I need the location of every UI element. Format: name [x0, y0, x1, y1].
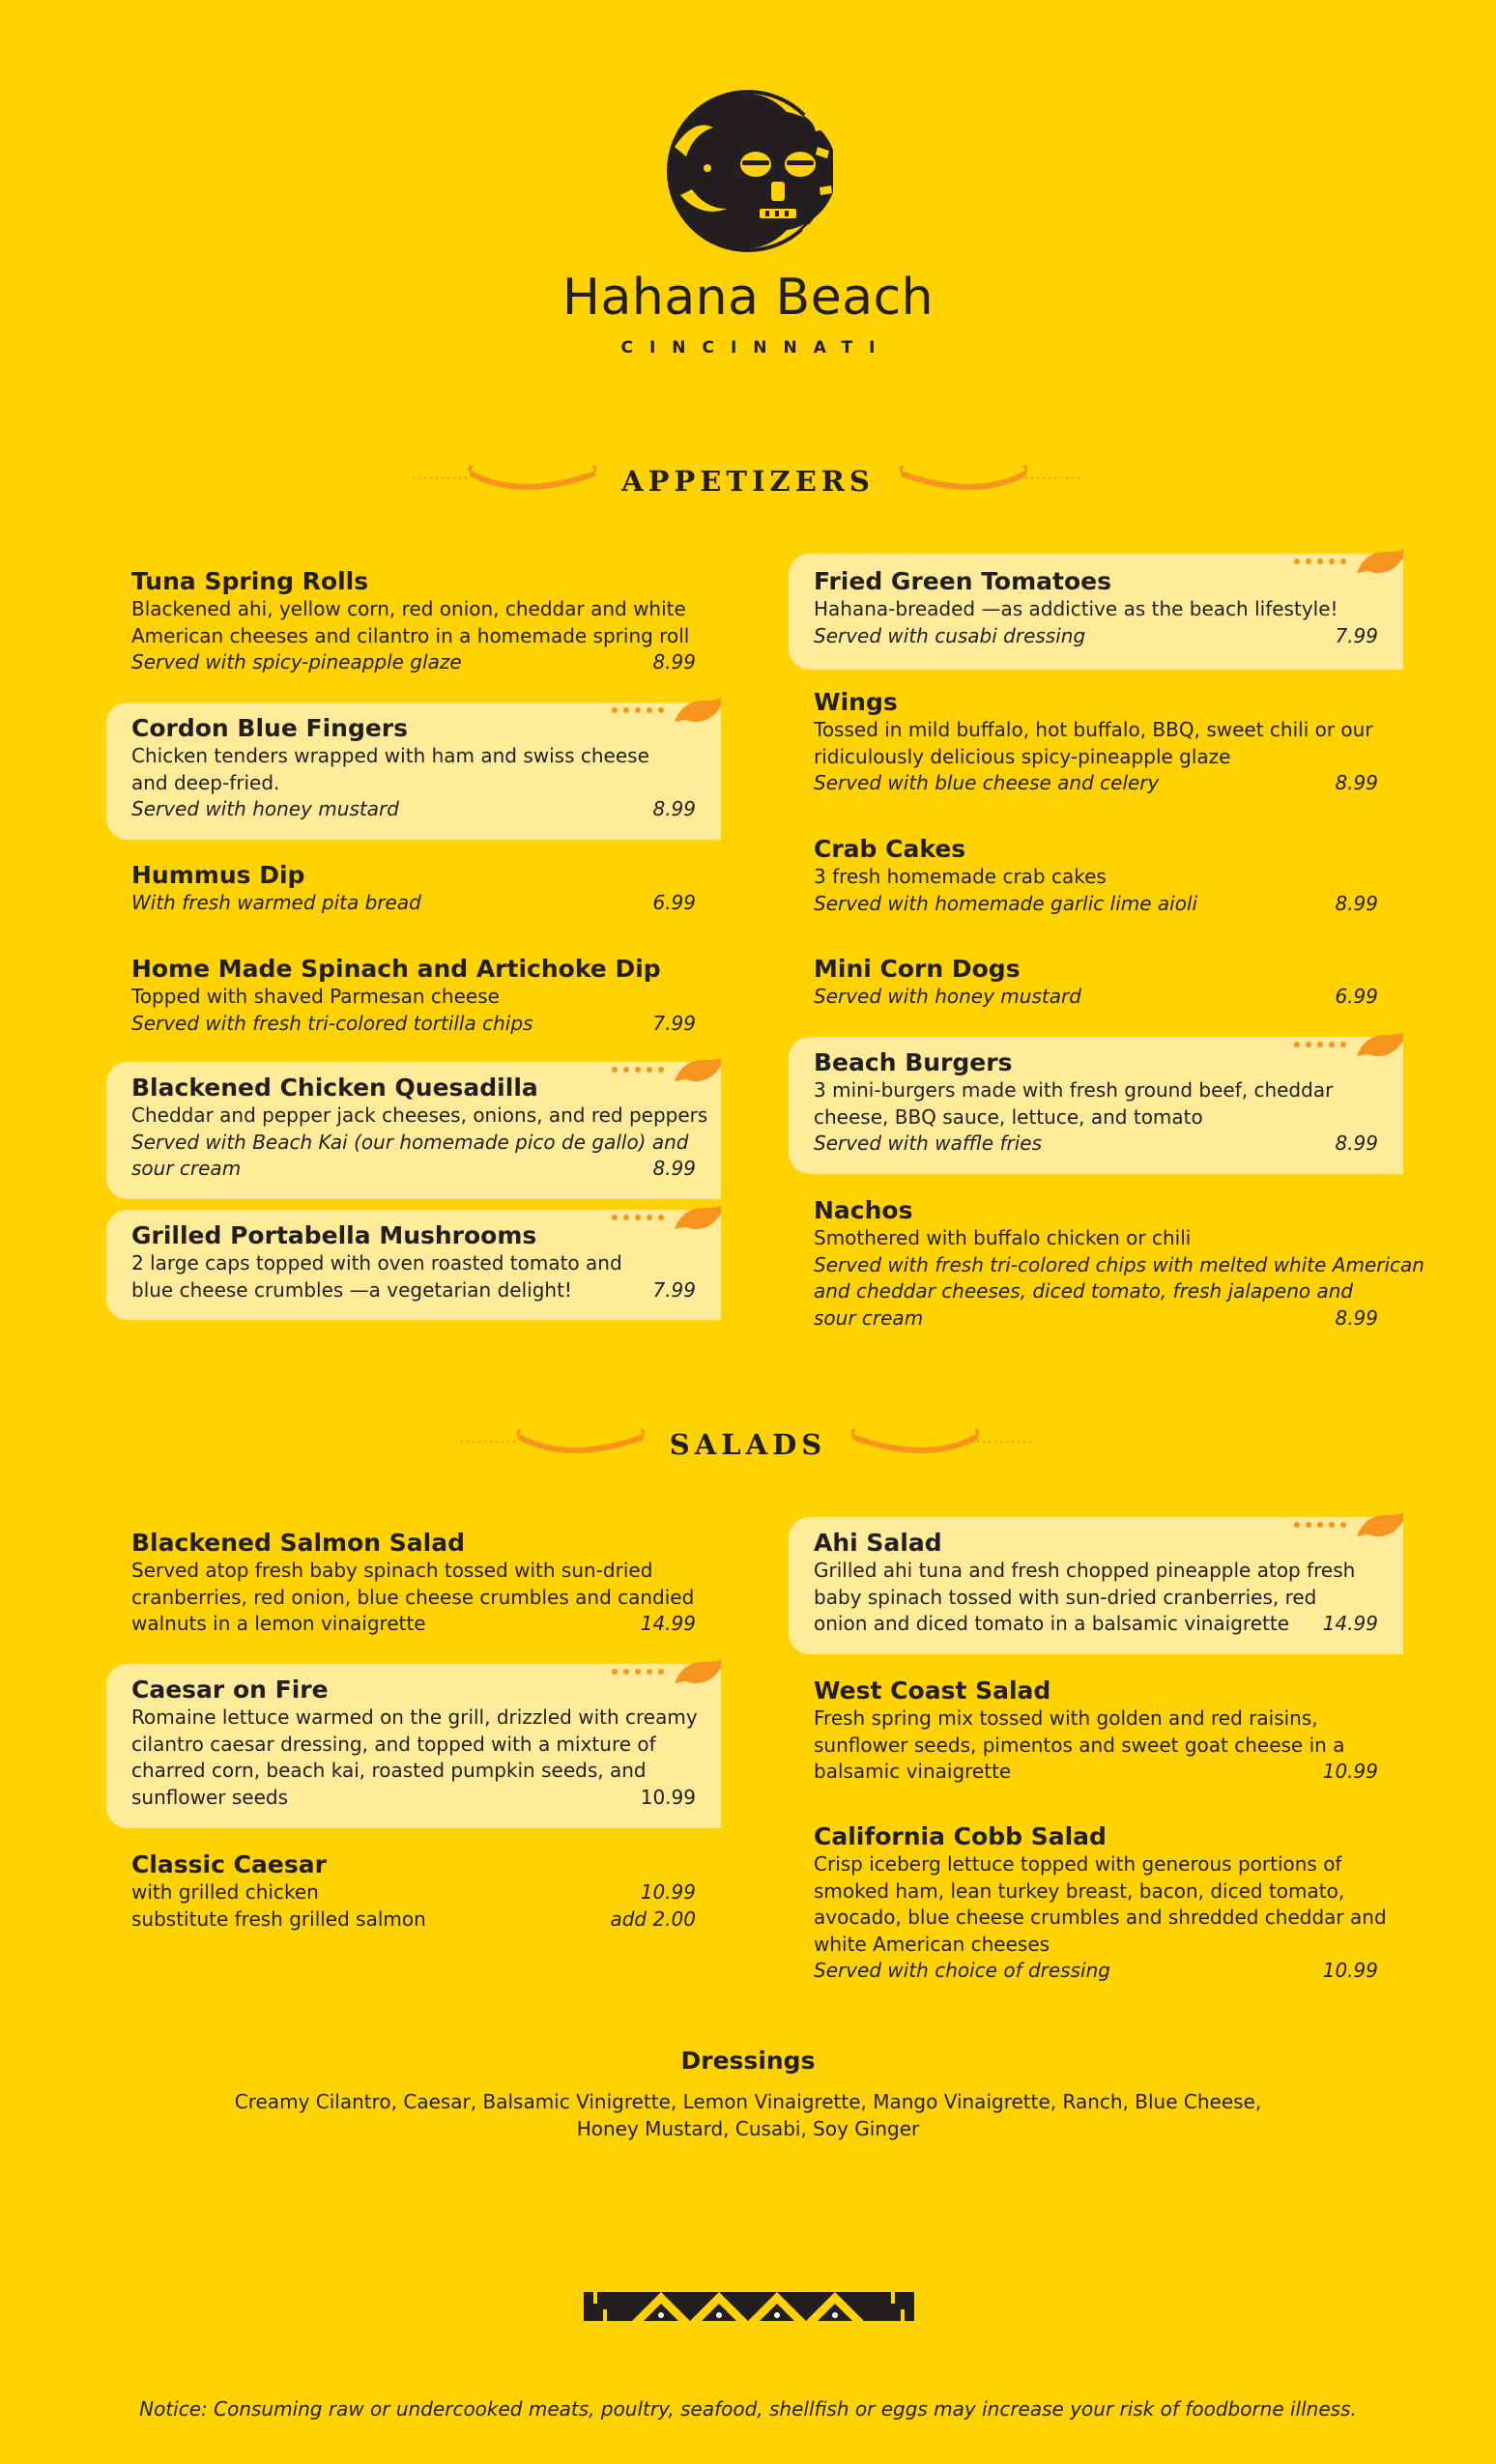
menu-item: California Cobb Salad Crisp iceberg lettuce topped with generous portions of smoked ham, lean turkey breast, bacon, diced tomato, avocado, blue cheese crumbles and shredded cheddar and white American cheeses Served with choice of dressing 10.99	[789, 1822, 1403, 1985]
foodborne-illness-notice: Notice: Consuming raw or undercooked meats, poultry, seafood, shellfish or eggs may increase your risk of foodborne illness.	[139, 2397, 1357, 2421]
wave-ornament-icon	[1278, 1507, 1403, 1546]
canoe-ornament-right-icon	[851, 1428, 1035, 1461]
menu-item: Home Made Spinach and Artichoke Dip Topped with shaved Parmesan cheese Served with fresh tri-colored tortilla chips 7.99	[106, 955, 721, 1037]
price: 8.99	[1335, 891, 1378, 915]
price: 8.99	[1335, 771, 1378, 794]
menu-item: Nachos Smothered with buffalo chicken or chili Served with fresh tri-colored chips with melted white American and cheddar cheeses, diced tomato, fresh jalapeno and sour cream 8.99	[789, 1196, 1403, 1332]
dressings-section	[0, 2047, 1496, 2142]
dressings-title: Dressings	[680, 2047, 816, 2075]
price: 6.99	[1335, 985, 1378, 1008]
wave-ornament-icon	[1278, 544, 1403, 583]
price: 14.99	[1322, 1612, 1378, 1635]
appetizers-title: APPETIZERS	[621, 465, 875, 498]
wave-ornament-icon	[595, 1654, 721, 1693]
price: add 2.00	[610, 1906, 696, 1931]
menu-item-highlighted: Cordon Blue Fingers Chicken tenders wrapped with ham and swiss cheese and deep-fried. Served with honey mustard 8.99	[106, 702, 721, 840]
canoe-ornament-left-icon	[461, 1428, 645, 1461]
menu-item: Wings Tossed in mild buffalo, hot buffalo, BBQ, sweet chili or our ridiculously delicious spicy-pineapple glaze Served with blue cheese and celery 8.99	[789, 688, 1403, 797]
menu-item-highlighted: Grilled Portabella Mushrooms 2 large caps topped with oven roasted tomato and blue cheese crumbles —a vegetarian delight! 7.99	[106, 1210, 721, 1320]
price: 6.99	[652, 891, 696, 914]
menu-item: Mini Corn Dogs Served with honey mustard 6.99	[789, 955, 1403, 1011]
price: 8.99	[1335, 1132, 1378, 1155]
menu-item: West Coast Salad Fresh spring mix tossed with golden and red raisins, sunflower seeds, pimentos and sweet goat cheese in a balsamic vinaigrette 10.99	[789, 1676, 1403, 1786]
brand-city: CINCINNATI	[620, 338, 892, 358]
wave-ornament-icon	[595, 1052, 721, 1091]
tribal-divider-icon	[584, 2290, 914, 2323]
option-row: with grilled chicken 10.99	[131, 1879, 696, 1906]
price: 14.99	[640, 1612, 696, 1635]
wave-ornament-icon	[1278, 1027, 1403, 1066]
brand-logo	[0, 79, 1496, 358]
price: 7.99	[1335, 623, 1378, 647]
menu-item-highlighted: Ahi Salad Grilled ahi tuna and fresh chopped pineapple atop fresh baby spinach tossed with sun-dried cranberries, red onion and diced tomato in a balsamic vinaigrette 14.99	[789, 1517, 1403, 1654]
menu-item-highlighted: Beach Burgers 3 mini-burgers made with fresh ground beef, cheddar cheese, BBQ sauce, lettuce, and tomato Served with waffle fries 8.99	[789, 1037, 1403, 1174]
salads-heading	[0, 1428, 1496, 1461]
price: 8.99	[652, 1157, 696, 1180]
price: 8.99	[652, 650, 696, 673]
menu-item: Tuna Spring Rolls Blackened ahi, yellow corn, red onion, cheddar and white American cheeses and cilantro in a homemade spring roll Served with spicy-pineapple glaze 8.99	[106, 567, 721, 676]
price: 10.99	[640, 1880, 696, 1904]
price: 8.99	[1335, 1305, 1378, 1330]
salads-title: SALADS	[669, 1428, 827, 1461]
price: 10.99	[1322, 1959, 1378, 1982]
menu-item-highlighted: Blackened Chicken Quesadilla Cheddar and pepper jack cheeses, onions, and red peppers Served with Beach Kai (our homemade pico de gallo) and sour cream 8.99	[106, 1062, 721, 1199]
menu-item: Blackened Salmon Salad Served atop fresh baby spinach tossed with sun-dried cranberries, red onion, blue cheese crumbles and candied walnuts in a lemon vinaigrette 14.99	[106, 1529, 721, 1638]
menu-item-highlighted: Caesar on Fire Romaine lettuce warmed on the grill, drizzled with creamy cilantro caesar dressing, and topped with a mixture of charred corn, beach kai, roasted pumpkin seeds, and sunflower seeds 10.99	[106, 1664, 721, 1828]
dressings-list: Creamy Cilantro, Caesar, Balsamic Vinigrette, Lemon Vinaigrette, Mango Vinaigrette, Ranch, Blue Cheese, Honey Mustard, Cusabi, Soy Ginger	[234, 2090, 1262, 2140]
price: 7.99	[652, 1011, 696, 1035]
wave-ornament-icon	[595, 1200, 721, 1239]
option-row: substitute fresh grilled salmon add 2.00	[131, 1906, 696, 1934]
brand-name: Hahana Beach	[561, 269, 935, 327]
menu-item-highlighted: Fried Green Tomatoes Hahana-breaded —as addictive as the beach lifestyle! Served with cusabi dressing 7.99	[789, 554, 1403, 670]
price: 10.99	[640, 1785, 696, 1809]
tiki-sun-moon-logo-icon	[663, 79, 833, 259]
price: 7.99	[652, 1277, 696, 1302]
canoe-ornament-right-icon	[900, 465, 1083, 498]
menu-item: Classic Caesar with grilled chicken 10.99 substitute fresh grilled salmon add 2.00	[106, 1850, 721, 1933]
price: 10.99	[1322, 1760, 1378, 1783]
appetizers-heading	[0, 465, 1496, 498]
menu-item: Hummus Dip With fresh warmed pita bread 6.99	[106, 861, 721, 917]
wave-ornament-icon	[595, 693, 721, 731]
canoe-ornament-left-icon	[413, 465, 596, 498]
menu-item: Crab Cakes 3 fresh homemade crab cakes Served with homemade garlic lime aioli 8.99	[789, 835, 1403, 917]
price: 8.99	[652, 797, 696, 820]
